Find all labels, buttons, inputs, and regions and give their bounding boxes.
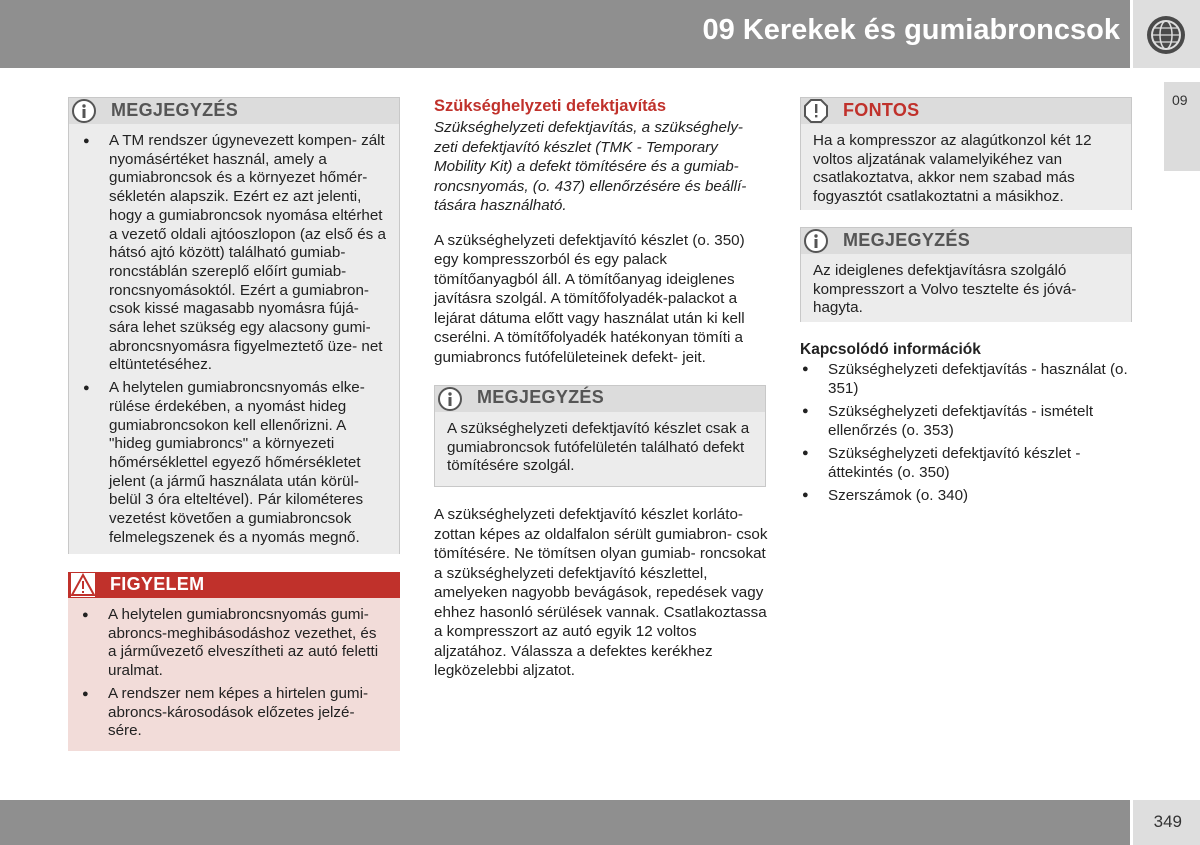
intro-paragraph: Szükséghelyzeti defektjavítás, a szükséghely- zeti defektjavító készlet (TMK - Temporary Mobility Kit) a defekt tömítésére és a gumiab- roncsnyomás, (o. 437) ellenőrzésére és beállí- tására használható. [434,119,747,214]
related-info [800,340,1134,509]
chapter-title: 09 Kerekek és gumiabroncsok [702,14,1120,46]
list-item: ● A helytelen gumiabroncsnyomás gumi- abroncs-meghibásodáshoz vezethet, és a járművezető elveszítheti az autó feletti uralmat. [80,606,388,681]
related-info-title: Kapcsolódó információk [800,341,981,358]
note-box-title: MEGJEGYZÉS [843,230,971,250]
warning-triangle-icon [71,573,95,597]
related-link[interactable]: ● Szükséghelyzeti defektjavító készlet - áttekintés (o. 350) [800,444,1134,482]
note-box-header [801,228,1131,254]
page-number-box [1133,800,1200,845]
chapter-header [0,0,1130,68]
chapter-side-tab[interactable] [1164,82,1200,171]
warning-box-header [68,572,400,598]
info-icon [804,229,828,253]
list-item: ● A helytelen gumiabroncsnyomás elke- rülése érdekében, a nyomást hideg gumiabroncsokon kell ellenőrizni. A "hideg gumiabroncs" a környezeti hőmérséklettel egyező hőmérsékletet jelent (a jármű használata után körül- belül 3 óra elteltével). Pár kilométeres vezetést követően a gumiabroncsok felmelegszenek és a nyomás megnő. [81,379,387,547]
important-box [800,97,1132,210]
chapter-icon-box [1133,0,1200,68]
note-box-compressor [800,227,1132,322]
important-box-body: Ha a kompresszor az alagútkonzol két 12 voltos aljzatának valamelyikéhez van csatlakoztatva, akkor nem szabad más fogyasztót csatlakoztatni a másikhoz. [801,124,1131,210]
note-box-body [69,124,399,554]
note-box-kit [434,385,766,487]
page-number: 349 [1153,812,1182,831]
related-link[interactable]: ● Szükséghelyzeti defektjavítás - ismételt ellenőrzés (o. 353) [800,402,1134,440]
tire-icon [1144,14,1188,56]
info-icon [438,387,462,411]
body-paragraph: A szükséghelyzeti defektjavító készlet (o. 350) egy kompresszorból és egy palack tömítőanyagból áll. A tömítőanyag ideiglenes javításra szolgál. A tömítőfolyadék-palackot a lejárat dátuma előtt vagy használat után ki kell cserélni. A tömítőfolyadék hatékonyan tömíti a gumiabroncs futófelületeinek defekt- jeit. [434,231,745,366]
note-box-tm [68,97,400,554]
section-title: Szükséghelyzeti defektjavítás [434,97,667,115]
warning-box-body [68,598,400,751]
note-box-header [69,98,399,124]
list-item: ● A TM rendszer úgynevezett kompen- zált nyomásértéket használ, amely a gumiabroncsok és a környezet hőmér- sékletén alapszik. Ezért ez azt jelenti, hogy a gumiabroncsok nyomása eltérhet a vezető oldali ajtóoszlopon (az első és a hátsó ajtó között) található gumiab- roncstáblán szereplő előírt gumiab- roncsnyomásoktól. Ezért a gumiabron- csok kissé magasabb nyomásra fújá- sára lehet szükség egy alacsony gumi- abroncsnyomásra figyelmeztető üze- net eltüntetéséhez. [81,132,387,375]
warning-box [68,572,400,750]
note-box-title: MEGJEGYZÉS [477,387,605,407]
note-box-header [435,386,765,412]
related-link[interactable]: ● Szükséghelyzeti defektjavítás - használat (o. 351) [800,360,1134,398]
note-box-body: Az ideiglenes defektjavításra szolgáló kompresszort a Volvo tesztelte és jóvá- hagyta. [801,254,1131,322]
body-paragraph: A szükséghelyzeti defektjavító készlet korláto- zottan képes az oldalfalon sérült gumiabron- csok tömítésére. Ne tömítsen olyan gumiab- roncsokat a szükséghelyzeti defektjavító készlettel, amelyeken nagyobb bevágások, repedések vagy ehhez hasonló sérülések vannak. Csatlakoztassa a kompresszort az autó egyik 12 voltos aljzatához. Válassza a defektes kerékhez legközelebbi aljzatot. [434,506,768,680]
important-box-title: FONTOS [843,100,920,120]
important-box-header [801,98,1131,124]
info-icon [72,99,96,123]
page-footer [0,800,1130,845]
list-item: ● A rendszer nem képes a hirtelen gumi- abroncs-károsodások előzetes jelzé- sére. [80,685,388,741]
related-link[interactable]: ● Szerszámok (o. 340) [800,486,1134,505]
side-tab-label: 09 [1172,92,1188,108]
note-box-body: A szükséghelyzeti defektjavító készlet csak a gumiabroncsok futófelületén található defekt tömítésére szolgál. [435,412,765,486]
main-column [434,96,768,681]
warning-box-title: FIGYELEM [110,574,205,594]
note-box-title: MEGJEGYZÉS [111,100,239,120]
caution-icon [804,99,828,123]
